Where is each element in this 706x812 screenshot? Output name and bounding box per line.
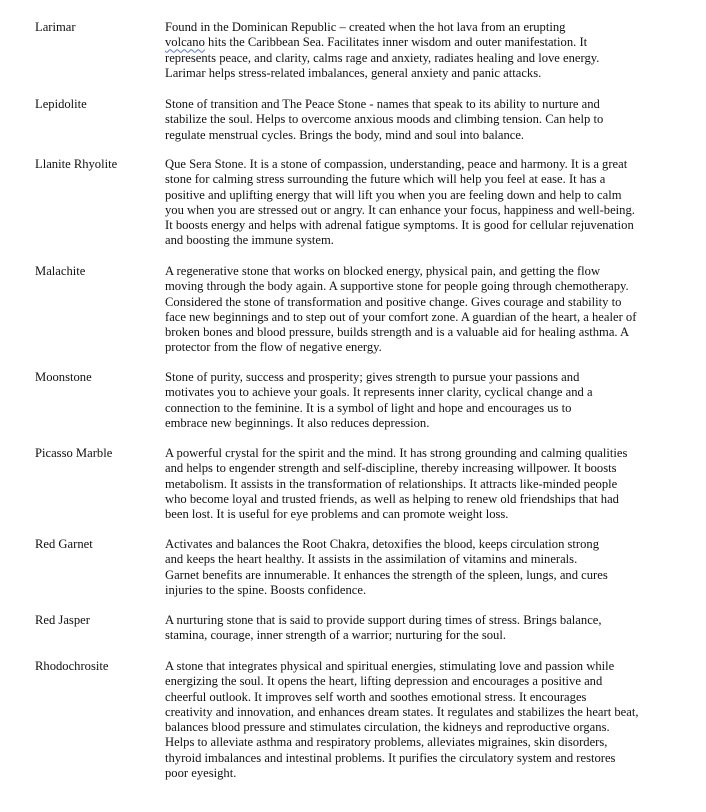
stone-description	[165, 613, 695, 644]
description-line: moving through the body again. A supportive stone for people going through chemotherapy.	[165, 279, 629, 294]
description-line: A powerful crystal for the spirit and the mind. It has strong grounding and calming qualities	[165, 446, 628, 460]
description-line: cheerful outlook. It improves self worth and soothes emotional stress. It encourages	[165, 689, 587, 704]
description-line: Stone of purity, success and prosperity; gives strength to pursue your passions and	[165, 370, 580, 384]
description-line: protector from the flow of negative energy.	[165, 340, 382, 355]
description-line: poor eyesight.	[165, 766, 237, 781]
stone-description	[165, 370, 695, 431]
stone-name: Red Jasper	[35, 613, 90, 627]
stone-name: Lepidolite	[35, 97, 87, 111]
description-line: stamina, courage, inner strength of a warrior; nurturing for the soul.	[165, 628, 506, 643]
stone-name: Llanite Rhyolite	[35, 157, 118, 171]
description-line: stabilize the soul. Helps to overcome anxious moods and climbing tension. Can help to	[165, 112, 604, 127]
description-line: Activates and balances the Root Chakra, detoxifies the blood, keeps circulation strong	[165, 537, 600, 551]
stone-description	[165, 157, 695, 249]
stone-description	[165, 446, 695, 522]
stone-description	[165, 20, 695, 81]
description-line: face new beginnings and to step out of your comfort zone. A guardian of the heart, a healer of	[165, 309, 637, 324]
description-line: and keeps the heart healthy. It assists in the assimilation of vitamins and minerals.	[165, 552, 578, 567]
stone-description	[165, 659, 695, 781]
description-line	[165, 35, 695, 50]
description-line: Garnet benefits are innumerable. It enhances the strength of the spleen, lungs, and cures	[165, 567, 608, 582]
stone-name: Moonstone	[35, 370, 92, 384]
description-line: who become loyal and trusted friends, as well as helping to renew old friendships that had	[165, 491, 619, 506]
description-line: A nurturing stone that is said to provide support during times of stress. Brings balance,	[165, 613, 602, 627]
description-line: you when you are stressed out or angry. It can enhance your focus, happiness and well-being.	[165, 202, 635, 217]
description-line: connection to the feminine. It is a symbol of light and hope and encourages us to	[165, 400, 572, 415]
description-line: Que Sera Stone. It is a stone of compassion, understanding, peace and harmony. It is a great	[165, 157, 628, 171]
description-line: A regenerative stone that works on blocked energy, physical pain, and getting the flow	[165, 264, 601, 278]
stone-description	[165, 537, 695, 598]
description-line: metabolism. It assists in the transformation of relationships. It attracts like-minded people	[165, 476, 618, 491]
stone-name: Rhodochrosite	[35, 659, 109, 673]
description-line: creativity and innovation, and enhances dream states. It regulates and stabilizes the heart beat,	[165, 704, 639, 719]
description-line: embrace new beginnings. It also reduces depression.	[165, 415, 430, 430]
description-line: stone for calming stress surrounding the future which will help you feel at ease. It has a	[165, 172, 606, 187]
stone-description	[165, 264, 695, 356]
description-line: Helps to alleviate asthma and respiratory problems, alleviates migraines, skin disorders,	[165, 735, 608, 750]
description-line-rest: hits the Caribbean Sea. Facilitates inner wisdom and outer manifestation. It	[204, 35, 588, 50]
description-line: Stone of transition and The Peace Stone - names that speak to its ability to nurture and	[165, 97, 600, 111]
description-line: A stone that integrates physical and spiritual energies, stimulating love and passion while	[165, 659, 615, 673]
description-line: injuries to the spine. Boosts confidence.	[165, 582, 367, 597]
description-line: energizing the soul. It opens the heart, lifting depression and encourages a positive and	[165, 674, 603, 689]
description-line: It boosts energy and helps with adrenal fatigue symptoms. It is good for cellular rejuvenation	[165, 218, 634, 233]
description-line: regulate menstrual cycles. Brings the body, mind and soul into balance.	[165, 127, 525, 142]
stone-name: Picasso Marble	[35, 446, 113, 460]
stone-description	[165, 97, 695, 143]
description-line: been lost. It is useful for eye problems and can promote weight loss.	[165, 507, 509, 522]
description-line: and helps to engender strength and self-discipline, thereby increasing willpower. It boosts	[165, 461, 617, 476]
description-line: positive and uplifting energy that will lift you when you are feeling down and help to calm	[165, 187, 622, 202]
description-line: Considered the stone of transformation and positive change. Gives courage and stability to	[165, 294, 622, 309]
description-line: Larimar helps stress-related imbalances, general anxiety and panic attacks.	[165, 65, 542, 80]
description-line: motivates you to achieve your goals. It represents inner clarity, cyclical change and a	[165, 385, 593, 400]
spellcheck-underlined-word[interactable]: volcano	[165, 35, 205, 50]
description-line: Found in the Dominican Republic – created when the hot lava from an erupting	[165, 20, 566, 34]
description-line: represents peace, and clarity, calms rage and anxiety, radiates healing and love energy.	[165, 50, 600, 65]
description-line: broken bones and blood pressure, builds strength and is a valuable aid for healing asthma. A	[165, 325, 630, 340]
description-line: and boosting the immune system.	[165, 233, 334, 248]
description-line: balances blood pressure and stimulates circulation, the kidneys and reproductive organs.	[165, 720, 610, 735]
stone-name: Larimar	[35, 20, 76, 34]
stone-name: Malachite	[35, 264, 86, 278]
stone-name: Red Garnet	[35, 537, 93, 551]
description-line: thyroid imbalances and intestinal problems. It purifies the circulatory system and restores	[165, 750, 616, 765]
